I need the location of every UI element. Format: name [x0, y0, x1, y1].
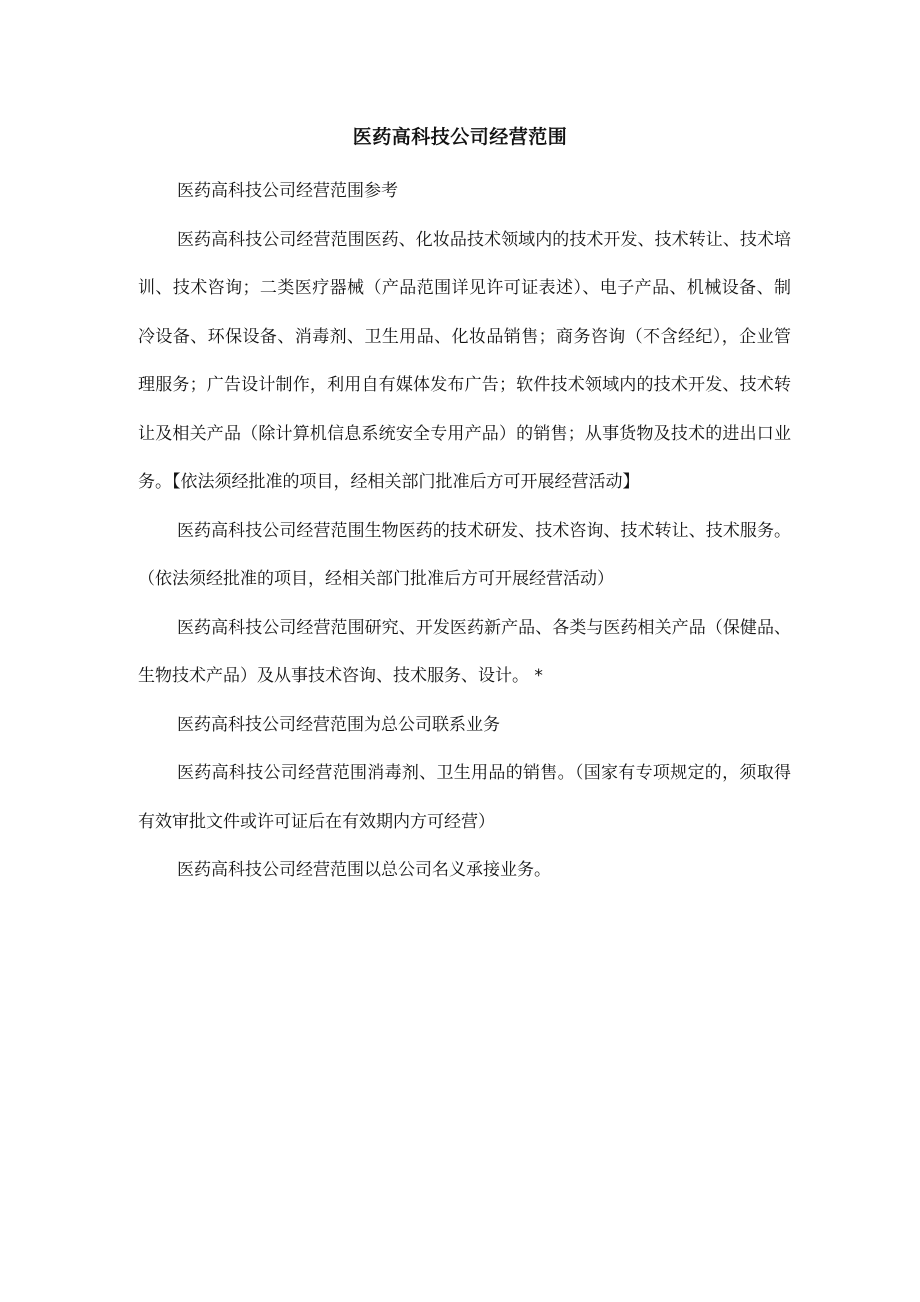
document-title: 医药高科技公司经营范围	[352, 126, 568, 148]
paragraph-scope-disinfectant-sales: 医药高科技公司经营范围消毒剂、卫生用品的销售。（国家有专项规定的，须取得有效审批文件或许可证后在有效期内方可经营）	[138, 763, 791, 832]
paragraph-reference: 医药高科技公司经营范围参考	[177, 181, 398, 201]
paragraph-scope-new-products: 医药高科技公司经营范围研究、开发医药新产品、各类与医药相关产品（保健品、生物技术产品）及从事技术咨询、技术服务、设计。 *	[138, 617, 791, 686]
paragraph-scope-head-office-business: 医药高科技公司经营范围以总公司名义承接业务。	[177, 860, 551, 880]
paragraph-scope-head-office-liaison: 医药高科技公司经营范围为总公司联系业务	[177, 714, 500, 735]
paragraph-scope-biomedicine: 医药高科技公司经营范围生物医药的技术研发、技术咨询、技术转让、技术服务。（依法须经批准的项目，经相关部门批准后方可开展经营活动）	[138, 520, 791, 589]
paragraph-scope-pharma-cosmetics: 医药高科技公司经营范围医药、化妆品技术领域内的技术开发、技术转让、技术培训、技术咨询；二类医疗器械（产品范围详见许可证表述）、电子产品、机械设备、制冷设备、环保设备、消毒剂、卫生用品、化妆品销售；商务咨询（不含经纪），企业管理服务；广告设计制作，利用自有媒体发布广告；软件技术领域内的技术开发、技术转让及相关产品（除计算机信息系统安全专用产品）的销售；从事货物及技术的进出口业务。【依法须经批准的项目，经相关部门批准后方可开展经营活动】	[138, 229, 791, 492]
document-body	[138, 167, 791, 895]
